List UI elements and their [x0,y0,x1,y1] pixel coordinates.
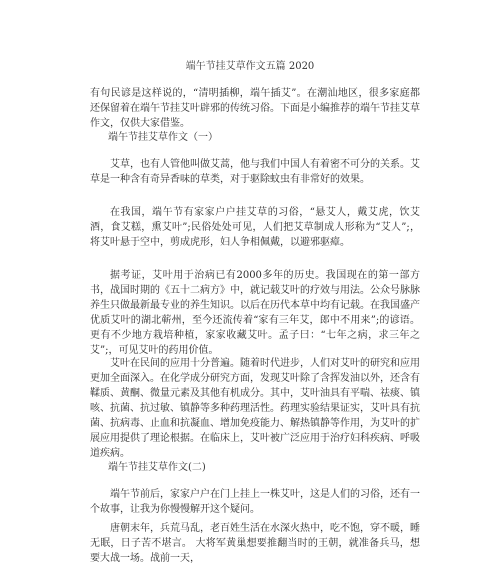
section-2-paragraph-1: 端午节前后，家家户户在门上挂上一株艾叶，这是人们的习俗，还有一个故事，让我为你慢慢解开这个疑问。 [90,489,420,515]
section-1-paragraph-4: 艾叶在民间的应用十分普遍。随着时代进步，人们对艾叶的研究和应用更加全面深入。在化学成分研究方面，发现艾叶除了含挥发油以外，还含有鞣质、黄酮、微量元素及其他有机成分。其中，艾叶油具有平喘、祛痰、镇咳、抗菌、抗过敏、镇静等多种药理活性。药理实验结果证实，艾叶具有抗菌、抗病毒、止血和抗凝血、增加免疫能力、解热镇静等作用，为艾叶的扩展应用提供了理论根据。在临床上，艾叶被广泛应用于治疗妇科疾病、呼吸道疾病。 [90,358,420,459]
section-1-paragraph-2: 在我国，端午节有家家户户挂艾草的习俗，“悬艾人，戴艾虎，饮艾酒，食艾糕，熏艾叶”;民俗处处可见，人们把艾草制成人形称为“艾人”;，将艾叶悬于空中，剪成虎形，妇人争相佩戴，以避邪驱瘴。 [90,207,420,248]
section-1-paragraph-3: 据考证，艾叶用于治病已有2000多年的历史。我国现在的第一部方书，战国时期的《五十二病方》中，就记载艾叶的疗效与用法。公众号脉脉养生只做最新最专业的养生知识。以后在历代本草中均有记载。在我国盛产优质艾叶的湖北蕲州，至今还流传着“家有三年艾，郎中不用来”;的谚语。更有不少地方栽培种植，家家收藏艾叶。孟子曰：“七年之病，求三年之艾”;，可见艾叶的药用价值。 [90,270,420,356]
intro-paragraph: 有句民谚是这样说的，“清明插柳，端午插艾”。在潮汕地区，很多家庭都还保留着在端午节挂艾叶辟邪的传统习俗。下面是小编推荐的端午节挂艾草作文，仅供大家借鉴。 [90,88,420,129]
section-2-heading: 端午节挂艾草作文(二) [108,462,206,473]
section-2-paragraph-2-block [90,521,420,566]
section-1-paragraph-4-block [90,356,420,461]
section-1-heading: 端午节挂艾草作文（一） [108,132,218,143]
document-title: 端午节挂艾草作文五篇 2020 [185,61,315,72]
section-1-paragraph-1-block [90,157,420,187]
section-1-paragraph-1: 艾草，也有人管他叫做艾蒿，他与我们中国人有着密不可分的关系。艾草是一种含有奇异香味的草类，对于驱除蚊虫有非常好的效果。 [90,159,420,185]
section-2-paragraph-2: 唐朝末年，兵荒马乱，老百姓生活在水深火热中，吃不饱，穿不暖，睡无眠，日子苦不堪言。 大将军黄巢想要推翻当时的王朝，就准备兵马，想要大战一场。战前一天， [90,523,420,564]
intro-block [90,86,420,131]
section-2-paragraph-1-block [90,487,420,517]
section-1-paragraph-2-block [90,205,420,250]
section-1-paragraph-3-block [90,268,420,358]
